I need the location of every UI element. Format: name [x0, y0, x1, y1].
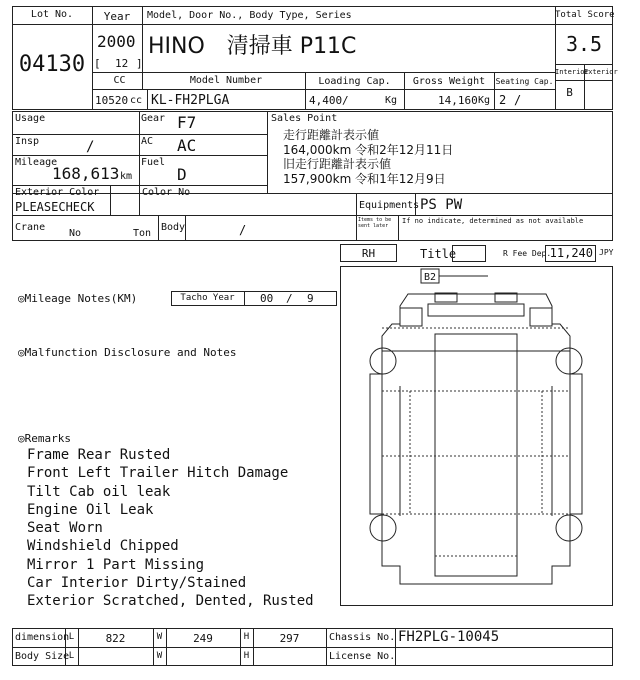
body-value: /: [239, 223, 247, 237]
gear-label: Gear: [141, 113, 166, 124]
seating-cap-value: 2: [499, 93, 507, 107]
loading-cap-value: 4,400: [309, 94, 343, 107]
total-score: 3.5: [565, 32, 603, 56]
tacho-year: 00: [260, 292, 274, 305]
year-bracket-close: ]: [136, 57, 143, 70]
sales-point-lines: [283, 128, 453, 186]
ac-label: AC: [141, 136, 154, 147]
gross-weight-unit: Kg: [478, 95, 491, 106]
diagram-frame: [341, 267, 613, 606]
bs-h-label: H: [243, 651, 250, 661]
equipment-note: If no indicate, determined as not available: [402, 217, 584, 225]
total-score-label: Total Score: [555, 10, 615, 20]
equipments-label: Equipments: [359, 200, 420, 211]
title-label: Title: [420, 247, 457, 261]
dimension-label: dimension: [15, 632, 70, 643]
remark-item: Tilt Cab oil leak: [27, 483, 171, 500]
mileage-label: Mileage: [15, 157, 58, 168]
remark-item: Windshield Chipped: [27, 538, 179, 555]
dim-h-label: H: [243, 632, 250, 642]
exterior-label: Exterior: [584, 68, 618, 76]
crane-label: Crane: [15, 222, 46, 233]
model-number-label: Model Number: [189, 75, 263, 86]
fuel-label: Fuel: [141, 157, 166, 168]
damage-code: B2: [423, 272, 437, 283]
sales-point-line: 走行距離計表示値: [283, 128, 380, 142]
remark-item: Mirror 1 Part Missing: [27, 556, 205, 573]
wheel-rear-right: [556, 515, 582, 541]
dim-l-value: 822: [105, 632, 126, 645]
model-name: HINO 清掃車 P11C: [148, 34, 357, 59]
remark-item: Car Interior Dirty/Stained: [27, 575, 247, 592]
dim-h-value: 297: [279, 632, 300, 645]
loading-cap-unit: Kg: [385, 95, 398, 106]
sales-point-label: Sales Point: [271, 113, 338, 124]
seating-cap-label: Seating Cap.: [495, 77, 554, 86]
chassis-label: Chassis No.: [329, 632, 396, 643]
remark-item: Exterior Scratched, Dented, Rusted: [27, 593, 314, 610]
bs-l-label: L: [68, 651, 75, 661]
gross-weight-label: Gross Weight: [412, 76, 486, 87]
remarks-label: ◎Remarks: [18, 432, 71, 445]
month-value: 12: [115, 57, 129, 70]
cc-unit: cc: [130, 95, 143, 106]
remark-item: Engine Oil Leak: [27, 501, 154, 518]
model-number: KL-FH2PLGA: [151, 93, 230, 108]
chassis-value: FH2PLG-10045: [398, 629, 500, 645]
equipments-value: PS PW: [420, 197, 463, 213]
body-label: Body: [161, 222, 186, 233]
lot-number: 04130: [18, 52, 86, 77]
malfunction-label: ◎Malfunction Disclosure and Notes: [18, 346, 237, 359]
dim-w-value: 249: [193, 632, 213, 645]
cc-value: 10520: [95, 94, 129, 107]
title-value-box: [452, 245, 486, 262]
items-sent-later-label: Items to be sent later: [358, 217, 392, 229]
crane-unit: Ton: [133, 228, 152, 239]
year-label: Year: [103, 10, 131, 23]
sales-point-line: 164,000km 令和2年12月11日: [283, 142, 454, 157]
exterior-color-value: PLEASECHECK: [15, 200, 95, 214]
mileage-unit: km: [120, 171, 133, 182]
remark-item: Frame Rear Rusted: [27, 447, 171, 463]
wheel-front-right: [556, 348, 582, 374]
license-label: License No.: [329, 651, 396, 662]
tacho-year-label: Tacho Year: [180, 293, 235, 303]
insp-label: Insp: [15, 136, 40, 147]
exterior-color-label: Exterior Color: [15, 187, 100, 198]
model-label: Model, Door No., Body Type, Series: [147, 10, 352, 21]
wheel-rear-left: [370, 515, 396, 541]
gross-weight-value: 14,160: [438, 94, 478, 107]
gear-value: F7: [177, 113, 197, 132]
fee-unit: JPY: [599, 248, 614, 257]
mileage-notes-label: ◎Mileage Notes(KM): [18, 292, 138, 305]
fee-label: R Fee Dep.: [503, 249, 552, 258]
dim-l-label: L: [68, 632, 75, 642]
steering-value: RH: [361, 247, 376, 260]
lot-label: Lot No.: [30, 9, 74, 20]
remark-item: Seat Worn: [27, 520, 103, 537]
sales-point-line: 157,900km 令和1年12月9日: [283, 171, 446, 186]
interior-label: Interior: [555, 68, 589, 76]
insp-value: /: [86, 139, 95, 155]
wheel-front-left: [370, 348, 396, 374]
tacho-month: 9: [307, 292, 314, 305]
body-size-label: Body Size: [15, 651, 70, 662]
usage-label: Usage: [15, 113, 46, 124]
year-value: 2000: [97, 32, 136, 51]
cc-label: CC: [113, 75, 126, 86]
remarks-list: [27, 446, 314, 611]
year-bracket-open: [: [94, 57, 101, 70]
mileage-value: 168,613: [52, 164, 120, 183]
tacho-sep: /: [286, 292, 293, 305]
fuel-value: D: [177, 165, 187, 184]
remark-item: Front Left Trailer Hitch Damage: [27, 465, 289, 482]
loading-cap-sep: /: [342, 94, 349, 107]
loading-cap-label: Loading Cap.: [318, 76, 391, 87]
interior-score: B: [566, 86, 573, 99]
truck-damage-diagram: [340, 266, 613, 606]
color-no-label: Color No: [142, 187, 191, 198]
sales-point-line: 旧走行距離計表示値: [283, 157, 392, 171]
crane-value: No: [69, 228, 82, 239]
ac-value: AC: [177, 136, 197, 155]
fee-value: 11,240: [549, 246, 593, 260]
bs-w-label: W: [156, 651, 163, 661]
dim-w-label: W: [156, 632, 163, 642]
seating-cap-sep: /: [514, 93, 522, 107]
